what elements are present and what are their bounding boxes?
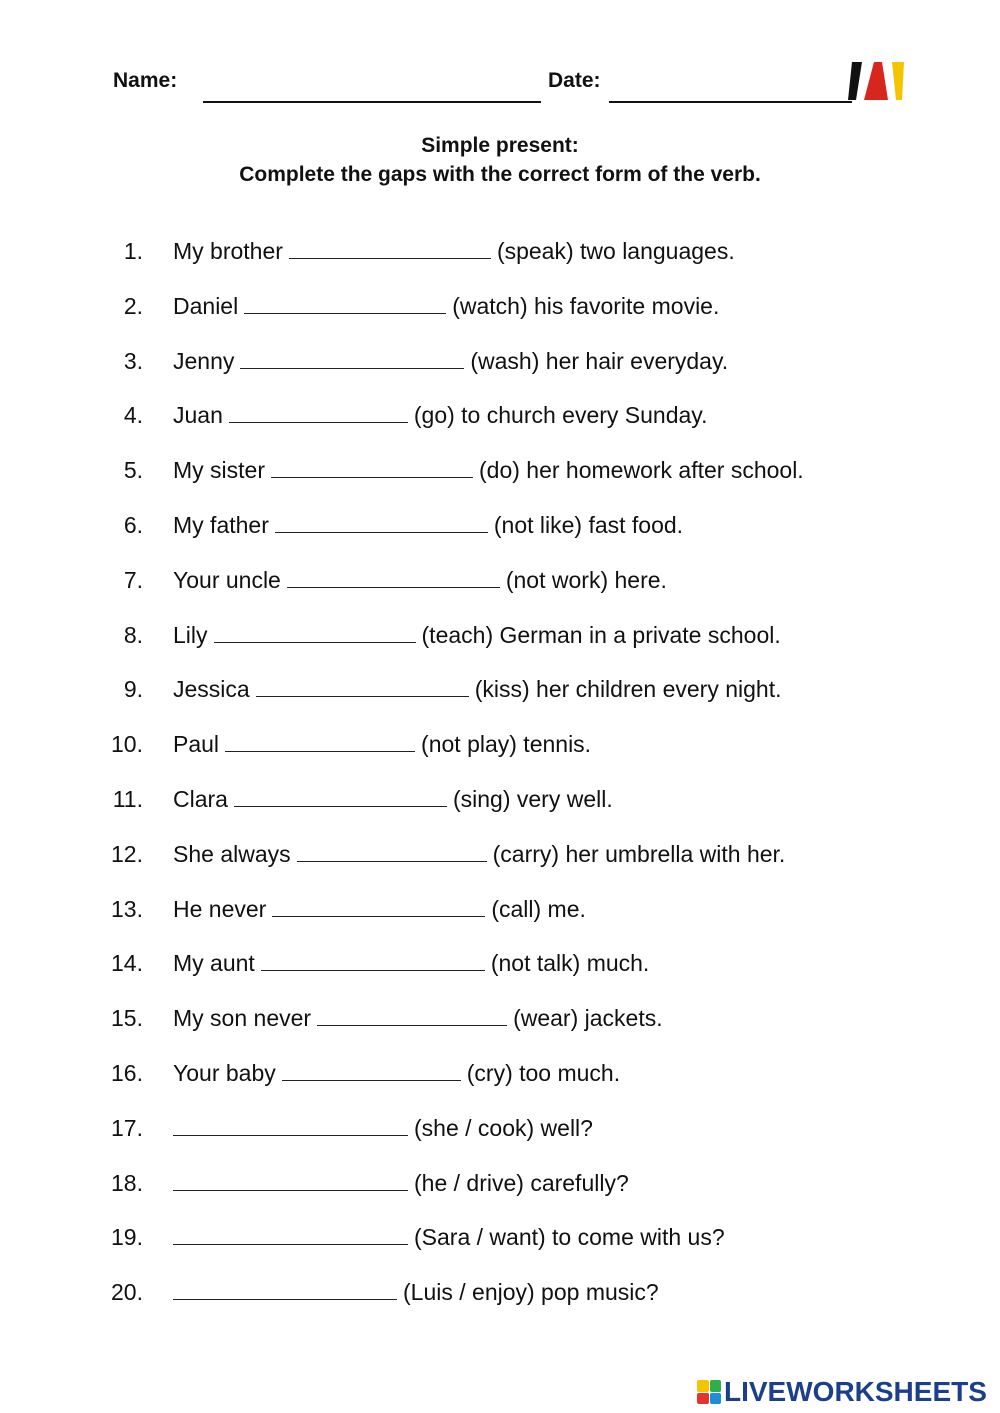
question-verb-hint: (watch) his favorite movie.: [452, 293, 720, 319]
question-verb-hint: (speak) two languages.: [496, 238, 735, 264]
worksheet-title: Simple present:: [421, 134, 579, 157]
question-subject: Jessica: [173, 676, 250, 702]
question-number: 20.: [111, 1279, 143, 1305]
question-item: [0, 620, 1000, 650]
question-text: [173, 291, 719, 321]
question-number: 7.: [123, 567, 143, 593]
question-verb-hint: (not talk) much.: [490, 950, 650, 976]
question-text: [173, 620, 781, 650]
name-label: Name:: [113, 69, 178, 92]
question-subject: My aunt: [173, 950, 255, 976]
question-number: 8.: [123, 622, 143, 648]
logo-yellow-stripe: [892, 62, 904, 100]
answer-blank[interactable]: [214, 624, 416, 643]
question-number: 15.: [111, 1005, 143, 1031]
question-item: [0, 565, 1000, 595]
question-subject: My son never: [173, 1005, 312, 1031]
question-verb-hint: (she / cook) well?: [414, 1115, 593, 1141]
answer-blank[interactable]: [272, 898, 485, 917]
answer-blank[interactable]: [297, 843, 487, 862]
question-text: [173, 784, 613, 814]
answer-blank[interactable]: [173, 1172, 408, 1191]
question-subject: Jenny: [173, 348, 235, 374]
question-text: [173, 346, 728, 376]
logo-black-stripe: [848, 62, 862, 100]
logo-red-stripe: [864, 62, 888, 100]
question-item: [0, 1222, 1000, 1252]
date-label: Date:: [548, 69, 601, 92]
question-verb-hint: (he / drive) carefully?: [414, 1170, 629, 1196]
question-text: [173, 1277, 659, 1307]
question-number: 12.: [111, 841, 143, 867]
answer-blank[interactable]: [244, 295, 446, 314]
question-text: [173, 1222, 725, 1252]
question-text: [173, 948, 649, 978]
answer-blank[interactable]: [287, 569, 500, 588]
question-item: [0, 674, 1000, 704]
answer-blank[interactable]: [317, 1007, 507, 1026]
question-subject: My father: [173, 512, 269, 538]
question-subject: He never: [173, 896, 267, 922]
question-text: [173, 1168, 629, 1198]
question-subject: Clara: [173, 786, 228, 812]
answer-blank[interactable]: [173, 1281, 397, 1300]
question-item: [0, 400, 1000, 430]
question-text: [173, 565, 667, 595]
question-verb-hint: (Sara / want) to come with us?: [414, 1224, 725, 1250]
question-verb-hint: (cry) too much.: [466, 1060, 621, 1086]
question-item: [0, 1113, 1000, 1143]
worksheet-instructions: Complete the gaps with the correct form of the verb.: [239, 163, 761, 186]
question-text: [173, 236, 735, 266]
question-item: [0, 784, 1000, 814]
question-verb-hint: (not work) here.: [505, 567, 667, 593]
question-number: 5.: [123, 457, 143, 483]
question-item: [0, 510, 1000, 540]
question-verb-hint: (Luis / enjoy) pop music?: [403, 1279, 659, 1305]
question-verb-hint: (go) to church every Sunday.: [413, 402, 708, 428]
question-verb-hint: (not play) tennis.: [421, 731, 592, 757]
question-subject: My brother: [173, 238, 283, 264]
question-item: [0, 839, 1000, 869]
question-item: [0, 894, 1000, 924]
question-number: 17.: [111, 1115, 143, 1141]
question-subject: Your baby: [173, 1060, 276, 1086]
question-item: [0, 729, 1000, 759]
question-item: [0, 236, 1000, 266]
question-verb-hint: (wear) jackets.: [513, 1005, 663, 1031]
question-text: [173, 1113, 593, 1143]
question-number: 14.: [111, 950, 143, 976]
question-text: [173, 839, 785, 869]
answer-blank[interactable]: [173, 1226, 408, 1245]
question-subject: Juan: [173, 402, 223, 428]
question-subject: Your uncle: [173, 567, 281, 593]
question-text: [173, 674, 782, 704]
question-number: 1.: [123, 238, 143, 264]
answer-blank[interactable]: [289, 240, 491, 259]
question-number: 13.: [111, 896, 143, 922]
answer-blank[interactable]: [261, 952, 485, 971]
question-verb-hint: (kiss) her children every night.: [474, 676, 782, 702]
answer-blank[interactable]: [229, 404, 408, 423]
question-verb-hint: (teach) German in a private school.: [421, 622, 781, 648]
flag-logo-icon: [848, 60, 906, 106]
question-number: 19.: [111, 1224, 143, 1250]
question-number: 10.: [111, 731, 143, 757]
question-number: 3.: [123, 348, 143, 374]
question-number: 11.: [112, 786, 143, 812]
answer-blank[interactable]: [282, 1062, 461, 1081]
answer-blank[interactable]: [275, 514, 488, 533]
question-verb-hint: (carry) her umbrella with her.: [492, 841, 786, 867]
question-subject: My sister: [173, 457, 265, 483]
question-item: [0, 1168, 1000, 1198]
question-number: 16.: [111, 1060, 143, 1086]
question-text: [173, 894, 586, 924]
question-number: 9.: [123, 676, 143, 702]
question-verb-hint: (call) me.: [491, 896, 586, 922]
question-number: 2.: [123, 293, 143, 319]
brand-text: LIVEWORKSHEETS: [724, 1376, 987, 1407]
question-text: [173, 729, 591, 759]
question-item: [0, 948, 1000, 978]
question-text: [173, 1058, 620, 1088]
answer-blank[interactable]: [173, 1117, 408, 1136]
question-number: 4.: [123, 402, 143, 428]
question-item: [0, 1277, 1000, 1307]
liveworksheets-logo-icon: [697, 1380, 721, 1404]
date-field[interactable]: [609, 101, 852, 103]
question-number: 18.: [111, 1170, 143, 1196]
question-item: [0, 1058, 1000, 1088]
question-text: [173, 1003, 663, 1033]
answer-blank[interactable]: [256, 678, 469, 697]
answer-blank[interactable]: [234, 788, 447, 807]
question-verb-hint: (wash) her hair everyday.: [470, 348, 729, 374]
question-text: [173, 510, 683, 540]
question-subject: Lily: [173, 622, 208, 648]
question-subject: She always: [173, 841, 291, 867]
question-subject: Paul: [173, 731, 220, 757]
question-text: [173, 400, 707, 430]
question-subject: Daniel: [173, 293, 239, 319]
liveworksheets-brand: [697, 1377, 987, 1407]
question-verb-hint: (sing) very well.: [452, 786, 613, 812]
question-verb-hint: (not like) fast food.: [493, 512, 684, 538]
answer-blank[interactable]: [271, 459, 473, 478]
question-number: 6.: [123, 512, 143, 538]
question-item: [0, 291, 1000, 321]
answer-blank[interactable]: [225, 733, 415, 752]
question-item: [0, 346, 1000, 376]
answer-blank[interactable]: [240, 350, 464, 369]
question-verb-hint: (do) her homework after school.: [479, 457, 804, 483]
question-text: [173, 455, 804, 485]
question-item: [0, 455, 1000, 485]
name-field[interactable]: [203, 101, 541, 103]
question-item: [0, 1003, 1000, 1033]
